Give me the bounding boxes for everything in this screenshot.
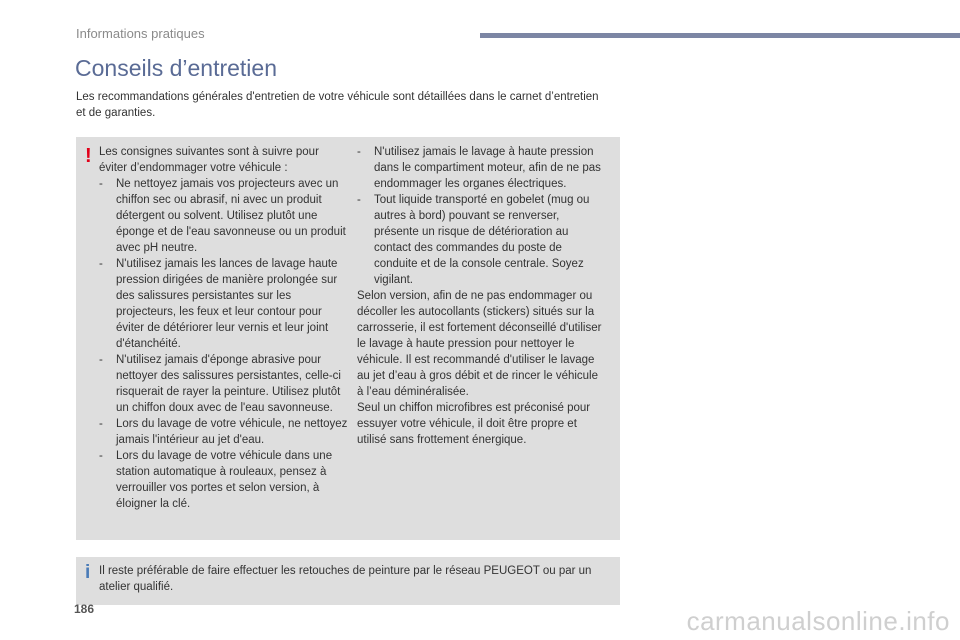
dash-marker: - — [357, 146, 361, 158]
section-title: Informations pratiques — [76, 26, 205, 41]
stickers-paragraph: Selon version, afin de ne pas endommager ou décoller les autocollants (stickers) situés sur la carrosserie, il est fortement déconseillé d'utiliser le lavage à haute pression pour nettoyer le véhicule. Il est recommandé d'utiliser le lavage au jet d’eau à gros débit et de rincer le véhicule à l’eau déminéralisée. — [357, 290, 602, 398]
info-icon: i — [85, 562, 91, 583]
dash-marker: - — [99, 354, 103, 366]
warning-left-column — [99, 144, 349, 512]
microfibre-paragraph: Seul un chiffon microfibres est préconisé pour essuyer votre véhicule, il doit être propre et utilisé sans frottement énergique. — [357, 402, 591, 446]
watermark: carmanualsonline.info — [686, 606, 950, 636]
warning-icon: ! — [85, 145, 92, 167]
dash-marker: - — [99, 258, 103, 270]
list-item: - Lors du lavage de votre véhicule, ne nettoyez jamais l'intérieur au jet d'eau. — [99, 418, 348, 446]
header-accent-bar — [480, 33, 960, 38]
list-item: - N'utilisez jamais les lances de lavage haute pression dirigées de manière prolongée sur des salissures persistantes sur les projecteurs, les feux et leur contour pour éviter de détériorer leur vernis et leur joint d'étanchéité. — [99, 258, 338, 350]
list-item: - Ne nettoyez jamais vos projecteurs avec un chiffon sec ou abrasif, ni avec un produit détergent ou solvent. Utilisez plutôt une éponge et de l'eau savonneuse ou un produit avec pH neutre. — [99, 178, 346, 254]
dash-marker: - — [99, 178, 103, 190]
list-item: - Tout liquide transporté en gobelet (mug ou autres à bord) pouvant se renverser, présente un risque de détérioration au contact des commandes du poste de conduite et de la console centrale. Soyez vigilant. — [357, 194, 590, 286]
page-title: Conseils d’entretien — [75, 55, 278, 81]
page-number: 186 — [74, 602, 95, 616]
warning-lead: Les consignes suivantes sont à suivre pour éviter d’endommager votre véhicule : — [99, 146, 319, 174]
intro-paragraph: Les recommandations générales d'entretien de votre véhicule sont détaillées dans le carnet d’entretien et de garanties. — [76, 91, 599, 119]
dash-marker: - — [99, 450, 103, 462]
warning-right-column — [357, 144, 607, 448]
dash-marker: - — [99, 418, 103, 430]
list-item: - N'utilisez jamais d'éponge abrasive pour nettoyer des salissures persistantes, celle-ci risquerait de rayer la peinture. Utilisez plutôt un chiffon doux avec de l'eau savonneuse. — [99, 354, 341, 414]
info-text: Il reste préférable de faire effectuer les retouches de peinture par le réseau PEUGEOT ou par un atelier qualifié. — [99, 565, 592, 593]
list-item: - Lors du lavage de votre véhicule dans une station automatique à rouleaux, pensez à verrouiller vos portes et selon version, à éloigner la clé. — [99, 450, 333, 510]
dash-marker: - — [357, 194, 361, 206]
list-item: - N'utilisez jamais le lavage à haute pression dans le compartiment moteur, afin de ne pas endommager les organes électriques. — [357, 146, 601, 190]
